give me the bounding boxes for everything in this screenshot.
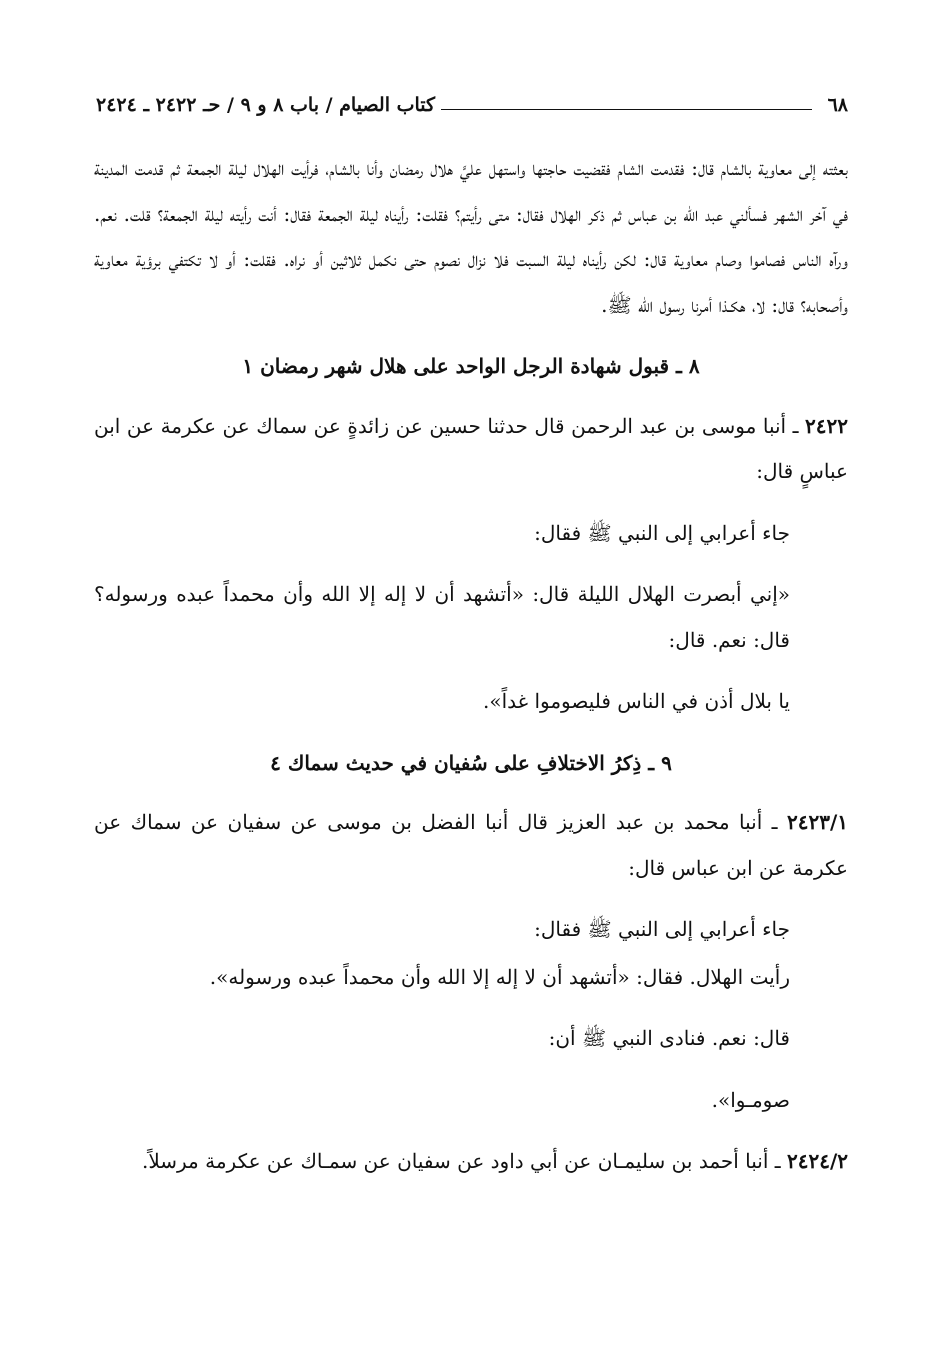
- page-number: ٦٨: [827, 94, 848, 116]
- hadith-2424-text: [94, 1139, 848, 1185]
- hadith-2422-line-1: جاء أعرابي إلى النبي ﷺ فقال:: [534, 520, 790, 545]
- hadith-2423-line-3: قال: نعم. فنادى النبي ﷺ أن:: [548, 1026, 790, 1050]
- hadith-number: ٢٤٢٣/١: [786, 810, 848, 834]
- section-9-heading: ٩ ـ ذِكرُ الاختلافِ على سُفيان في حديث سماك ٤: [270, 750, 672, 775]
- page-body: [94, 146, 848, 1201]
- header-rule: [441, 109, 812, 110]
- isnad-text: ـ أنبا موسى بن عبد الرحمن قال حدثنا حسين عن زائدةٍ عن سماك عن عكرمة عن ابن عباسٍ قال:: [94, 413, 848, 483]
- isnad-text: ـ أنبا محمد بن عبد العزيز قال أنبا الفضل بن موسى عن سفيان عن سماك عن عكرمة عن ابن عباس قال:: [94, 810, 848, 880]
- hadith-text: ـ أنبا أحمد بن سليمـان عن أبي داود عن سفيان عن سمـاك عن عكرمة مرسلاً.: [141, 1149, 787, 1173]
- hadith-number: ٢٤٢٤/٢: [786, 1149, 848, 1173]
- section-8-heading: ٨ ـ قبول شهادة الرجل الواحد على هلال شهر رمضان ١: [242, 354, 700, 378]
- hadith-2422-isnad: [94, 404, 848, 495]
- hadith-2422-line-3: يا بلال أذن في الناس فليصوموا غداً».: [482, 689, 790, 713]
- hadith-2423-line-4: صومـوا».: [711, 1087, 790, 1112]
- intro-paragraph: بعثته إلى معاوية بالشام قال: فقدمت الشام فقضيت حاجتها واستهل عليَّ هلال رمضان وأنا بالشام، فرأيت الهلال ليلة الجمعة ثم قدمت المدينة في آخر الشهر فسألني عبد الله بن عباس ثم ذكر الهلال فقال: متى رأيتم؟ فقلت: رأيناه ليلة الجمعة فقال: أنت رأيته ليلة الجمعة؟ قلت. نعم. ورآه الناس فصاموا وصام معاوية قال: لكن رأيناه ليلة السبت فلا نزال نصوم حتى نكمل ثلاثين أو نراه. فقلت: أو لا تكتفي برؤية معاوية وأصحابه؟ قال: لا، هكـذا أمرنا رسول الله ﷺ.: [94, 156, 848, 317]
- hadith-2423-line-2: رأيت الهلال. فقال: «أتشهد أن لا إله إلا الله وأن محمداً عبده ورسوله».: [209, 964, 790, 989]
- hadith-number: ٢٤٢٢: [805, 413, 848, 438]
- hadith-2423-isnad: [94, 800, 848, 891]
- hadith-2422-line-2: «إني أبصرت الهلال الليلة قال: «أتشهد أن لا إله إلا الله وأن محمداً عبده ورسوله؟ قال: نعم. قال:: [94, 582, 790, 652]
- running-head: كتاب الصيام / باب ٨ و ٩ / حـ ٢٤٢٢ ـ ٢٤٢٤: [96, 94, 436, 116]
- hadith-2423-line-1: جاء أعرابي إلى النبي ﷺ فقال:: [534, 917, 790, 941]
- page-header: [96, 92, 848, 118]
